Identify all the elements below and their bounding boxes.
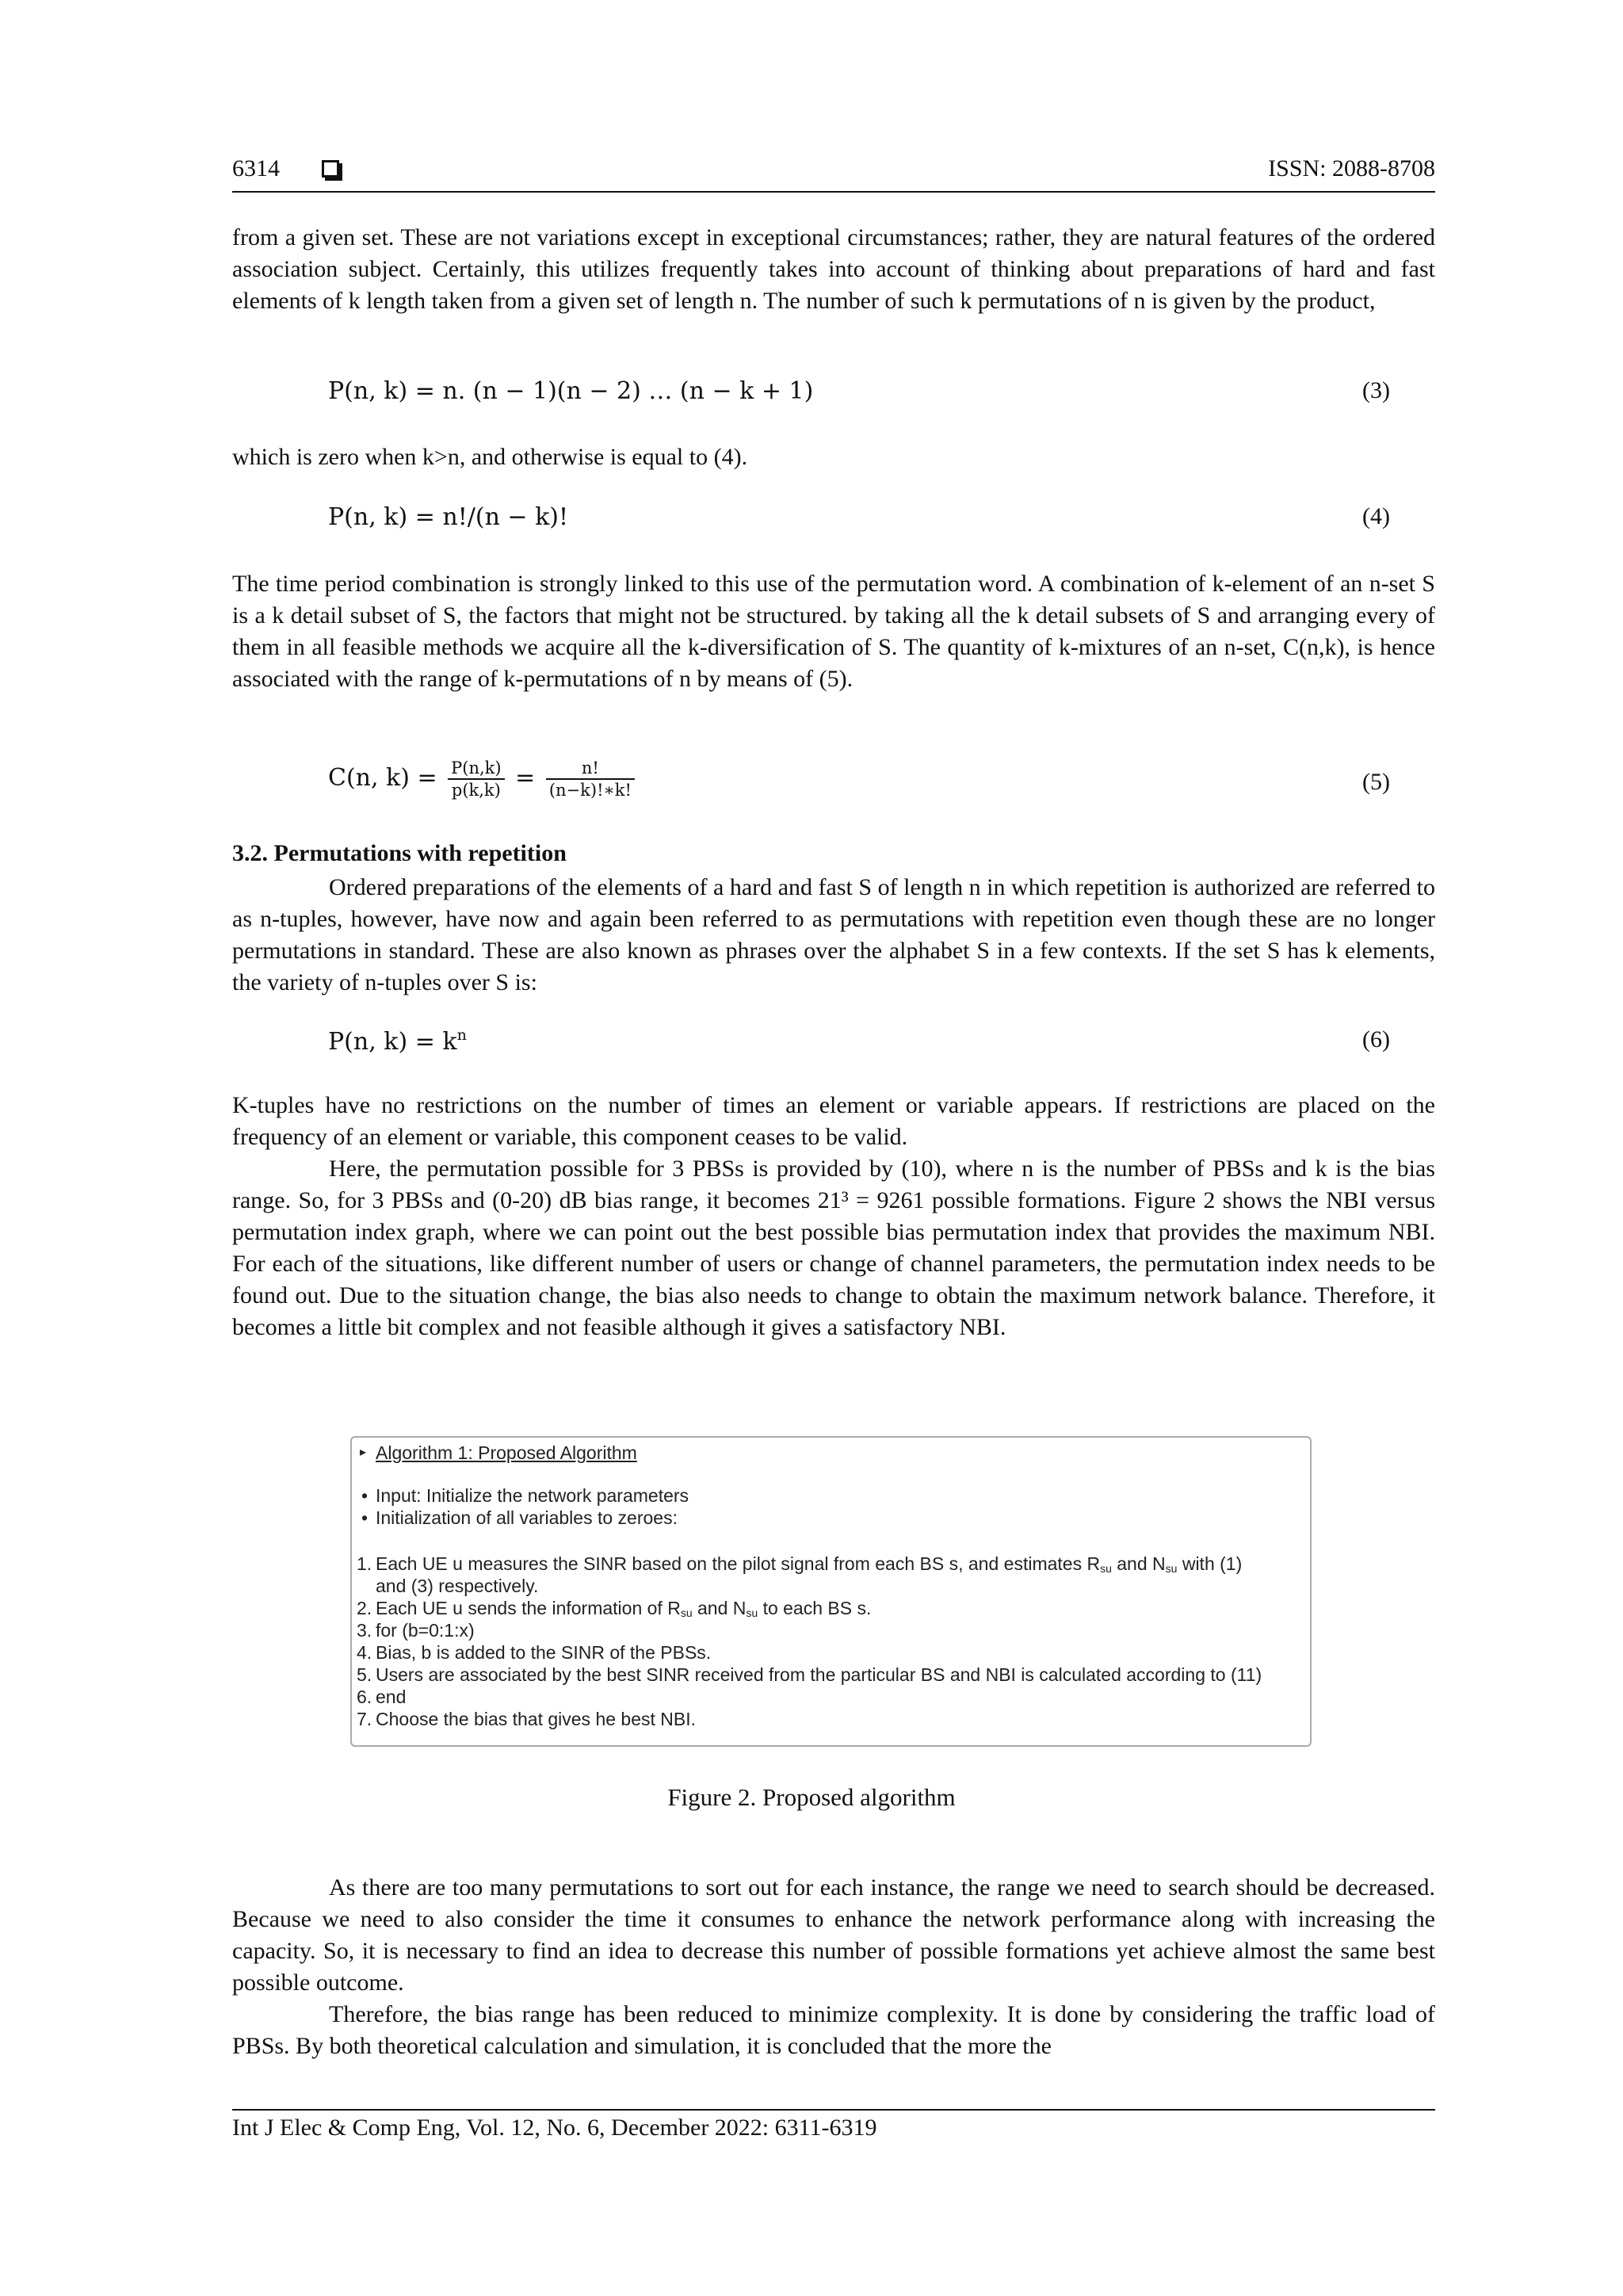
step-number: 4. — [357, 1642, 372, 1663]
step-1 — [376, 1553, 1242, 1575]
equation-6-base: P(n, k) = k — [328, 1028, 457, 1056]
paragraph-8: Therefore, the bias range has been reduced to minimize complexity. It is done by considering the traffic load of PBSs. By both theoretical calculation and simulation, it is concluded that the more the — [232, 2001, 1435, 2059]
subscript-su: su — [746, 1606, 758, 1619]
step-4: Bias, b is added to the SINR of the PBSs. — [376, 1642, 712, 1663]
fraction-2-denominator: (n−k)!∗k! — [548, 781, 632, 800]
equation-4-expr: P(n, k) = n!/(n − k)! — [328, 503, 569, 531]
subscript-su: su — [1165, 1562, 1178, 1575]
equation-6-expr — [328, 1026, 467, 1056]
equation-5-equals: = — [515, 764, 536, 792]
equation-6-number: (6) — [1362, 1026, 1390, 1052]
section-heading: 3.2. Permutations with repetition — [232, 840, 567, 866]
step-number: 3. — [357, 1620, 372, 1641]
algorithm-bullet-2: Initialization of all variables to zeroes: — [376, 1507, 678, 1528]
page-number: 6314 — [232, 155, 280, 181]
step-number: 5. — [357, 1664, 372, 1685]
equation-4 — [328, 503, 1390, 538]
step-number: 1. — [357, 1553, 372, 1574]
bullet-icon: • — [361, 1507, 369, 1528]
algorithm-title: Algorithm 1: Proposed Algorithm — [376, 1442, 637, 1463]
equation-5 — [328, 758, 1390, 813]
paragraph-2: which is zero when k>n, and otherwise is equal to (4). — [232, 444, 748, 470]
step-2-end: to each BS s. — [762, 1598, 872, 1618]
paragraph-6: Here, the permutation possible for 3 PBSs is provided by (10), where n is the number of PBSs and k is the bias range. So, for 3 PBSs and (0-20) dB bias range, it becomes 21³ = 9261 possible formations. Figure 2 shows the NBI versus permutation index graph, where we can point out the best possible bias permutation index that provides the maximum NBI. For each of the situations, like different number of users or change of channel parameters, the permutation index needs to be found out. Due to the situation change, the bias also needs to change to obtain the maximum network balance. Therefore, it becomes a little bit complex and not feasible although it gives a satisfactory NBI. — [232, 1156, 1435, 1340]
fraction-1-numerator: P(n,k) — [448, 758, 504, 780]
step-number: 2. — [357, 1598, 372, 1618]
algorithm-box — [350, 1436, 1312, 1747]
step-number: 6. — [357, 1687, 372, 1707]
fraction-2-numerator: n! — [546, 758, 635, 780]
step-1-end: with (1) — [1182, 1553, 1243, 1574]
equation-3-expr: P(n, k) = n. (n − 1)(n − 2) … (n − k + 1) — [328, 377, 814, 405]
step-7: Choose the bias that gives he best NBI. — [376, 1709, 697, 1729]
step-2-mid: and N — [697, 1598, 747, 1618]
equation-5-number: (5) — [1362, 769, 1390, 795]
step-1-text: Each UE u measures the SINR based on the pilot signal from each BS s, and estimates R — [376, 1553, 1101, 1574]
step-2 — [376, 1598, 871, 1619]
step-2-text: Each UE u sends the information of R — [376, 1598, 681, 1618]
equation-3 — [328, 377, 1390, 412]
paragraph-5: K-tuples have no restrictions on the number of times an element or variable appears. If restrictions are placed on the frequency of an element or variable, this component ceases to be valid. — [232, 1092, 1435, 1150]
equation-6-exponent: n — [456, 1026, 467, 1044]
step-3: for (b=0:1:x) — [376, 1620, 475, 1641]
equation-6 — [328, 1026, 1390, 1061]
equation-3-number: (3) — [1362, 377, 1390, 403]
equation-5-lhs: C(n, k) = — [328, 764, 437, 792]
footer-rule — [232, 2109, 1435, 2111]
paragraph-4: Ordered preparations of the elements of a hard and fast S of length n in which repetition is authorized are referred to as n-tuples, however, have now and again been referred to as permutations with repetition even though these are no longer permutations in standard. These are also known as phrases over the alphabet S in a few contexts. If the set S has k elements, the variety of n-tuples over S is: — [232, 874, 1435, 995]
figure-caption: Figure 2. Proposed algorithm — [667, 1783, 956, 1811]
paragraph-1: from a given set. These are not variations except in exceptional circumstances; rather, they are natural features of the ordered association subject. Certainly, this utilizes frequently takes into account of thinking about preparations of hard and fast elements of k length taken from a given set of length n. The number of such k permutations of n is given by the product, — [232, 224, 1435, 314]
bullet-icon: • — [361, 1485, 369, 1506]
equation-5-fraction-2 — [546, 758, 635, 800]
step-number: 7. — [357, 1709, 372, 1729]
triangle-icon: ▸ — [360, 1446, 367, 1459]
subscript-su: su — [1100, 1562, 1112, 1575]
fraction-1-denominator: p(k,k) — [451, 781, 501, 800]
issn: ISSN: 2088-8708 — [1268, 155, 1435, 181]
equation-5-fraction-1 — [448, 758, 504, 800]
step-6: end — [376, 1687, 407, 1707]
page-footer: Int J Elec & Comp Eng, Vol. 12, No. 6, December 2022: 6311-6319 — [232, 2115, 877, 2141]
paragraph-3: The time period combination is strongly linked to this use of the permutation word. A combination of k-element of an n-set S is a k detail subset of S, the factors that might not be structured. by taking all the k detail subsets of S and arranging every of them in all feasible methods we acquire all the k-diversification of S. The quantity of k-mixtures of an n-set, C(n,k), is hence associated with the range of k-permutations of n by means of (5). — [232, 571, 1435, 692]
subscript-su: su — [680, 1606, 693, 1619]
paragraph-7: As there are too many permutations to sort out for each instance, the range we need to search should be decreased. Because we need to also consider the time it consumes to enhance the network performance along with increasing the capacity. So, it is necessary to find an idea to decrease this number of possible formations yet achieve almost the same best possible outcome. — [232, 1874, 1435, 1996]
header-rule — [232, 191, 1435, 193]
equation-5-expr — [328, 758, 638, 800]
step-1-continuation: and (3) respectively. — [376, 1576, 539, 1596]
equation-4-number: (4) — [1362, 503, 1390, 529]
page-header — [232, 155, 1435, 193]
step-5: Users are associated by the best SINR received from the particular BS and NBI is calculated according to (11) — [376, 1664, 1262, 1685]
square-icon — [322, 160, 339, 178]
step-1-mid: and N — [1117, 1553, 1166, 1574]
algorithm-bullet-1: Input: Initialize the network parameters — [376, 1485, 689, 1506]
